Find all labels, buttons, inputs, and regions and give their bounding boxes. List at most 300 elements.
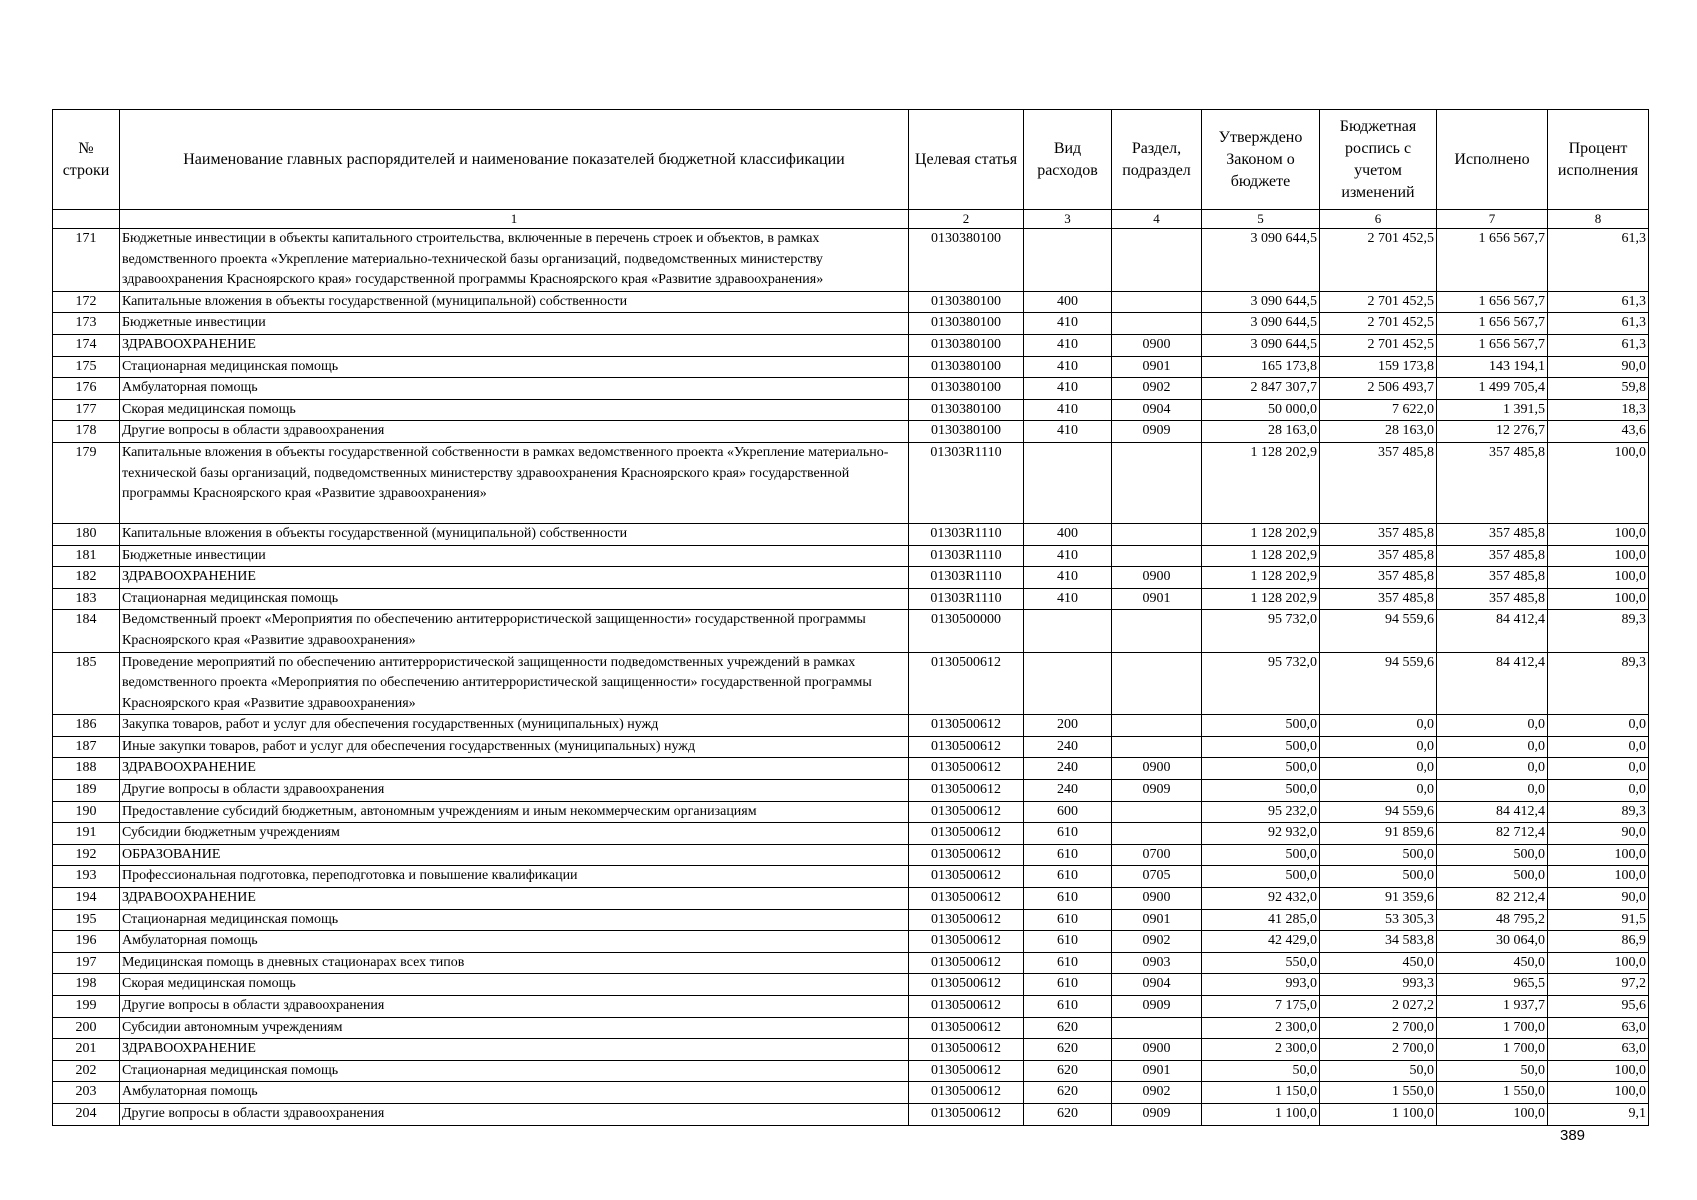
section-cell: 0900: [1112, 758, 1202, 780]
approved-cell: 165 173,8: [1202, 356, 1320, 378]
target-article-cell: 0130380100: [909, 334, 1024, 356]
percent-cell: 90,0: [1548, 356, 1649, 378]
executed-cell: 84 412,4: [1437, 610, 1548, 652]
table-row: [53, 1039, 1649, 1061]
column-number: 1: [120, 210, 909, 229]
percent-cell: 43,6: [1548, 421, 1649, 443]
row-name-cell: Скорая медицинская помощь: [120, 399, 909, 421]
row-number-cell: 178: [53, 421, 120, 443]
target-article-cell: 0130500612: [909, 736, 1024, 758]
approved-cell: 92 932,0: [1202, 823, 1320, 845]
table-row: [53, 866, 1649, 888]
row-number-cell: 189: [53, 780, 120, 802]
approved-cell: 42 429,0: [1202, 931, 1320, 953]
row-number-cell: 172: [53, 291, 120, 313]
expense-kind-cell: 610: [1024, 974, 1112, 996]
target-article-cell: 0130500612: [909, 1082, 1024, 1104]
table-row: [53, 952, 1649, 974]
target-article-cell: 0130500612: [909, 801, 1024, 823]
percent-cell: 59,8: [1548, 378, 1649, 400]
approved-cell: 500,0: [1202, 866, 1320, 888]
percent-cell: 0,0: [1548, 780, 1649, 802]
budget-schedule-cell: 357 485,8: [1320, 545, 1437, 567]
executed-cell: 500,0: [1437, 844, 1548, 866]
expense-kind-cell: 610: [1024, 909, 1112, 931]
table-row: [53, 356, 1649, 378]
percent-cell: 100,0: [1548, 866, 1649, 888]
table-row: [53, 313, 1649, 335]
section-cell: [1112, 736, 1202, 758]
expense-kind-cell: 610: [1024, 952, 1112, 974]
row-number-cell: 186: [53, 715, 120, 737]
section-cell: [1112, 1017, 1202, 1039]
percent-cell: 100,0: [1548, 1060, 1649, 1082]
row-name-cell: Другие вопросы в области здравоохранения: [120, 421, 909, 443]
column-number: 3: [1024, 210, 1112, 229]
approved-cell: 95 732,0: [1202, 610, 1320, 652]
row-name-cell: Предоставление субсидий бюджетным, автономным учреждениям и иным некоммерческим организациям: [120, 801, 909, 823]
approved-cell: 500,0: [1202, 758, 1320, 780]
column-number: 7: [1437, 210, 1548, 229]
budget-schedule-cell: 34 583,8: [1320, 931, 1437, 953]
header-row: [53, 110, 1649, 210]
percent-cell: 61,3: [1548, 313, 1649, 335]
approved-cell: 2 300,0: [1202, 1039, 1320, 1061]
expense-kind-cell: 240: [1024, 780, 1112, 802]
expense-kind-cell: 620: [1024, 1082, 1112, 1104]
row-number-cell: 173: [53, 313, 120, 335]
percent-cell: 86,9: [1548, 931, 1649, 953]
expense-kind-cell: 400: [1024, 291, 1112, 313]
target-article-cell: 0130500612: [909, 974, 1024, 996]
percent-cell: 61,3: [1548, 229, 1649, 292]
column-number: 8: [1548, 210, 1649, 229]
budget-schedule-cell: 91 859,6: [1320, 823, 1437, 845]
executed-cell: 0,0: [1437, 780, 1548, 802]
approved-cell: 3 090 644,5: [1202, 291, 1320, 313]
section-cell: 0909: [1112, 1103, 1202, 1125]
row-number-cell: 195: [53, 909, 120, 931]
target-article-cell: 0130500612: [909, 758, 1024, 780]
approved-cell: 95 232,0: [1202, 801, 1320, 823]
row-number-cell: 176: [53, 378, 120, 400]
header-target-article: Целевая статья: [909, 110, 1024, 210]
row-name-cell: Иные закупки товаров, работ и услуг для обеспечения государственных (муниципальных) нужд: [120, 736, 909, 758]
budget-schedule-cell: 1 100,0: [1320, 1103, 1437, 1125]
table-row: [53, 588, 1649, 610]
expense-kind-cell: 240: [1024, 736, 1112, 758]
section-cell: 0900: [1112, 1039, 1202, 1061]
row-name-cell: Медицинская помощь в дневных стационарах всех типов: [120, 952, 909, 974]
executed-cell: 1 656 567,7: [1437, 291, 1548, 313]
expense-kind-cell: 610: [1024, 866, 1112, 888]
budget-schedule-cell: 53 305,3: [1320, 909, 1437, 931]
table-row: [53, 442, 1649, 523]
table-row: [53, 758, 1649, 780]
row-number-cell: 180: [53, 523, 120, 545]
header-section: Раздел, подраздел: [1112, 110, 1202, 210]
percent-cell: 9,1: [1548, 1103, 1649, 1125]
expense-kind-cell: [1024, 652, 1112, 715]
percent-cell: 100,0: [1548, 545, 1649, 567]
expense-kind-cell: 610: [1024, 823, 1112, 845]
executed-cell: 1 499 705,4: [1437, 378, 1548, 400]
executed-cell: 500,0: [1437, 866, 1548, 888]
percent-cell: 63,0: [1548, 1039, 1649, 1061]
target-article-cell: 01303R1110: [909, 588, 1024, 610]
row-name-cell: ЗДРАВООХРАНЕНИЕ: [120, 758, 909, 780]
target-article-cell: 0130380100: [909, 378, 1024, 400]
expense-kind-cell: 610: [1024, 888, 1112, 910]
table-row: [53, 545, 1649, 567]
approved-cell: 500,0: [1202, 715, 1320, 737]
row-name-cell: Стационарная медицинская помощь: [120, 356, 909, 378]
budget-schedule-cell: 7 622,0: [1320, 399, 1437, 421]
row-number-cell: 198: [53, 974, 120, 996]
table-row: [53, 931, 1649, 953]
executed-cell: 48 795,2: [1437, 909, 1548, 931]
executed-cell: 143 194,1: [1437, 356, 1548, 378]
executed-cell: 1 550,0: [1437, 1082, 1548, 1104]
executed-cell: 965,5: [1437, 974, 1548, 996]
row-name-cell: ЗДРАВООХРАНЕНИЕ: [120, 888, 909, 910]
row-number-cell: 194: [53, 888, 120, 910]
row-name-cell: Амбулаторная помощь: [120, 1082, 909, 1104]
target-article-cell: 01303R1110: [909, 545, 1024, 567]
header-approved: Утверждено Законом о бюджете: [1202, 110, 1320, 210]
executed-cell: 84 412,4: [1437, 801, 1548, 823]
target-article-cell: 0130380100: [909, 291, 1024, 313]
executed-cell: 12 276,7: [1437, 421, 1548, 443]
target-article-cell: 0130380100: [909, 399, 1024, 421]
row-name-cell: Стационарная медицинская помощь: [120, 1060, 909, 1082]
budget-schedule-cell: 0,0: [1320, 758, 1437, 780]
row-number-cell: 181: [53, 545, 120, 567]
section-cell: 0904: [1112, 399, 1202, 421]
budget-schedule-cell: 993,3: [1320, 974, 1437, 996]
approved-cell: 500,0: [1202, 844, 1320, 866]
section-cell: 0700: [1112, 844, 1202, 866]
approved-cell: 1 128 202,9: [1202, 567, 1320, 589]
row-number-cell: 193: [53, 866, 120, 888]
section-cell: 0909: [1112, 421, 1202, 443]
row-name-cell: Капитальные вложения в объекты государственной (муниципальной) собственности: [120, 523, 909, 545]
executed-cell: 0,0: [1437, 715, 1548, 737]
budget-schedule-cell: 2 701 452,5: [1320, 334, 1437, 356]
expense-kind-cell: 410: [1024, 334, 1112, 356]
row-name-cell: Субсидии бюджетным учреждениям: [120, 823, 909, 845]
percent-cell: 18,3: [1548, 399, 1649, 421]
approved-cell: 1 128 202,9: [1202, 442, 1320, 523]
row-name-cell: Закупка товаров, работ и услуг для обеспечения государственных (муниципальных) нужд: [120, 715, 909, 737]
executed-cell: 82 212,4: [1437, 888, 1548, 910]
section-cell: 0901: [1112, 1060, 1202, 1082]
row-number-cell: 200: [53, 1017, 120, 1039]
table-row: [53, 715, 1649, 737]
budget-schedule-cell: 2 700,0: [1320, 1017, 1437, 1039]
row-name-cell: Бюджетные инвестиции в объекты капитального строительства, включенные в перечень строек и объектов, в рамках ведомственного проекта «Укрепление материально-технической базы организаций, подведомственных министерству здравоохранения Красноярского края» государственной программы Красноярского края «Развитие здравоохранения»: [120, 229, 909, 292]
percent-cell: 90,0: [1548, 888, 1649, 910]
row-name-cell: Другие вопросы в области здравоохранения: [120, 1103, 909, 1125]
target-article-cell: 0130500612: [909, 1103, 1024, 1125]
expense-kind-cell: 240: [1024, 758, 1112, 780]
approved-cell: 1 150,0: [1202, 1082, 1320, 1104]
target-article-cell: 0130500612: [909, 652, 1024, 715]
row-number-cell: 182: [53, 567, 120, 589]
row-name-cell: Капитальные вложения в объекты государственной (муниципальной) собственности: [120, 291, 909, 313]
section-cell: 0900: [1112, 334, 1202, 356]
target-article-cell: 0130380100: [909, 356, 1024, 378]
row-number-cell: 183: [53, 588, 120, 610]
percent-cell: 89,3: [1548, 652, 1649, 715]
executed-cell: 1 656 567,7: [1437, 229, 1548, 292]
target-article-cell: 0130500612: [909, 931, 1024, 953]
approved-cell: 993,0: [1202, 974, 1320, 996]
budget-schedule-cell: 1 550,0: [1320, 1082, 1437, 1104]
expense-kind-cell: 410: [1024, 567, 1112, 589]
budget-schedule-cell: 500,0: [1320, 844, 1437, 866]
row-name-cell: ЗДРАВООХРАНЕНИЕ: [120, 567, 909, 589]
budget-schedule-cell: 2 701 452,5: [1320, 229, 1437, 292]
expense-kind-cell: 610: [1024, 844, 1112, 866]
header-row-number: № строки: [53, 110, 120, 210]
row-name-cell: ЗДРАВООХРАНЕНИЕ: [120, 1039, 909, 1061]
column-number: 2: [909, 210, 1024, 229]
section-cell: 0901: [1112, 909, 1202, 931]
header-executed: Исполнено: [1437, 110, 1548, 210]
table-row: [53, 736, 1649, 758]
row-number-cell: 199: [53, 996, 120, 1018]
budget-schedule-cell: 2 027,2: [1320, 996, 1437, 1018]
percent-cell: 91,5: [1548, 909, 1649, 931]
row-name-cell: Амбулаторная помощь: [120, 378, 909, 400]
table-row: [53, 1060, 1649, 1082]
budget-schedule-cell: 28 163,0: [1320, 421, 1437, 443]
row-name-cell: Амбулаторная помощь: [120, 931, 909, 953]
percent-cell: 100,0: [1548, 523, 1649, 545]
expense-kind-cell: 410: [1024, 356, 1112, 378]
approved-cell: 1 128 202,9: [1202, 545, 1320, 567]
budget-execution-table: [52, 109, 1649, 1126]
executed-cell: 1 937,7: [1437, 996, 1548, 1018]
approved-cell: 2 300,0: [1202, 1017, 1320, 1039]
target-article-cell: 0130500612: [909, 1060, 1024, 1082]
target-article-cell: 0130500612: [909, 823, 1024, 845]
row-number-cell: 185: [53, 652, 120, 715]
row-number-cell: 196: [53, 931, 120, 953]
approved-cell: 92 432,0: [1202, 888, 1320, 910]
approved-cell: 28 163,0: [1202, 421, 1320, 443]
executed-cell: 50,0: [1437, 1060, 1548, 1082]
approved-cell: 3 090 644,5: [1202, 313, 1320, 335]
expense-kind-cell: 410: [1024, 421, 1112, 443]
row-number-cell: 190: [53, 801, 120, 823]
row-number-cell: 179: [53, 442, 120, 523]
target-article-cell: 0130500000: [909, 610, 1024, 652]
row-number-cell: 203: [53, 1082, 120, 1104]
target-article-cell: 0130380100: [909, 229, 1024, 292]
approved-cell: 2 847 307,7: [1202, 378, 1320, 400]
row-name-cell: Стационарная медицинская помощь: [120, 588, 909, 610]
executed-cell: 1 656 567,7: [1437, 313, 1548, 335]
section-cell: [1112, 823, 1202, 845]
expense-kind-cell: 410: [1024, 399, 1112, 421]
budget-schedule-cell: 357 485,8: [1320, 588, 1437, 610]
budget-schedule-cell: 2 506 493,7: [1320, 378, 1437, 400]
header-percent: Процент исполнения: [1548, 110, 1649, 210]
row-name-cell: Субсидии автономным учреждениям: [120, 1017, 909, 1039]
section-cell: [1112, 801, 1202, 823]
section-cell: [1112, 442, 1202, 523]
row-number-cell: 192: [53, 844, 120, 866]
column-number: [53, 210, 120, 229]
target-article-cell: 0130500612: [909, 909, 1024, 931]
percent-cell: 100,0: [1548, 844, 1649, 866]
budget-schedule-cell: 50,0: [1320, 1060, 1437, 1082]
target-article-cell: 0130500612: [909, 866, 1024, 888]
expense-kind-cell: 400: [1024, 523, 1112, 545]
budget-schedule-cell: 450,0: [1320, 952, 1437, 974]
expense-kind-cell: 410: [1024, 378, 1112, 400]
row-number-cell: 201: [53, 1039, 120, 1061]
percent-cell: 100,0: [1548, 567, 1649, 589]
expense-kind-cell: 200: [1024, 715, 1112, 737]
section-cell: 0909: [1112, 996, 1202, 1018]
section-cell: [1112, 229, 1202, 292]
target-article-cell: 0130500612: [909, 1017, 1024, 1039]
row-number-cell: 175: [53, 356, 120, 378]
row-number-cell: 187: [53, 736, 120, 758]
row-name-cell: ОБРАЗОВАНИЕ: [120, 844, 909, 866]
column-number: 5: [1202, 210, 1320, 229]
budget-schedule-cell: 357 485,8: [1320, 523, 1437, 545]
section-cell: 0902: [1112, 378, 1202, 400]
section-cell: 0705: [1112, 866, 1202, 888]
approved-cell: 95 732,0: [1202, 652, 1320, 715]
expense-kind-cell: [1024, 442, 1112, 523]
approved-cell: 50,0: [1202, 1060, 1320, 1082]
budget-table-sheet: [52, 109, 1648, 1126]
row-name-cell: ЗДРАВООХРАНЕНИЕ: [120, 334, 909, 356]
executed-cell: 30 064,0: [1437, 931, 1548, 953]
budget-schedule-cell: 94 559,6: [1320, 652, 1437, 715]
target-article-cell: 0130500612: [909, 952, 1024, 974]
row-name-cell: Другие вопросы в области здравоохранения: [120, 780, 909, 802]
executed-cell: 1 700,0: [1437, 1017, 1548, 1039]
section-cell: [1112, 523, 1202, 545]
target-article-cell: 0130500612: [909, 780, 1024, 802]
executed-cell: 1 656 567,7: [1437, 334, 1548, 356]
table-row: [53, 291, 1649, 313]
executed-cell: 357 485,8: [1437, 545, 1548, 567]
percent-cell: 100,0: [1548, 1082, 1649, 1104]
header-name: Наименование главных распорядителей и наименование показателей бюджетной классификации: [120, 110, 909, 210]
budget-schedule-cell: 357 485,8: [1320, 567, 1437, 589]
expense-kind-cell: 620: [1024, 1039, 1112, 1061]
expense-kind-cell: 610: [1024, 931, 1112, 953]
budget-schedule-cell: 159 173,8: [1320, 356, 1437, 378]
executed-cell: 357 485,8: [1437, 523, 1548, 545]
approved-cell: 1 128 202,9: [1202, 588, 1320, 610]
budget-schedule-cell: 500,0: [1320, 866, 1437, 888]
budget-schedule-cell: 94 559,6: [1320, 801, 1437, 823]
row-number-cell: 197: [53, 952, 120, 974]
executed-cell: 357 485,8: [1437, 442, 1548, 523]
table-row: [53, 421, 1649, 443]
percent-cell: 100,0: [1548, 442, 1649, 523]
expense-kind-cell: [1024, 229, 1112, 292]
percent-cell: 63,0: [1548, 1017, 1649, 1039]
table-row: [53, 229, 1649, 292]
section-cell: [1112, 610, 1202, 652]
executed-cell: 1 700,0: [1437, 1039, 1548, 1061]
budget-schedule-cell: 2 700,0: [1320, 1039, 1437, 1061]
header-expense-kind: Вид расходов: [1024, 110, 1112, 210]
table-row: [53, 844, 1649, 866]
budget-schedule-cell: 91 359,6: [1320, 888, 1437, 910]
column-number: 6: [1320, 210, 1437, 229]
executed-cell: 0,0: [1437, 736, 1548, 758]
section-cell: 0904: [1112, 974, 1202, 996]
percent-cell: 90,0: [1548, 823, 1649, 845]
executed-cell: 1 391,5: [1437, 399, 1548, 421]
row-name-cell: Ведомственный проект «Мероприятия по обеспечению антитеррористической защищенности» государственной программы Красноярского края «Развитие здравоохранения»: [120, 610, 909, 652]
expense-kind-cell: [1024, 610, 1112, 652]
table-row: [53, 801, 1649, 823]
approved-cell: 3 090 644,5: [1202, 229, 1320, 292]
approved-cell: 3 090 644,5: [1202, 334, 1320, 356]
percent-cell: 61,3: [1548, 334, 1649, 356]
row-number-cell: 177: [53, 399, 120, 421]
table-body: [53, 229, 1649, 1126]
budget-schedule-cell: 0,0: [1320, 780, 1437, 802]
row-number-cell: 188: [53, 758, 120, 780]
table-row: [53, 1017, 1649, 1039]
table-row: [53, 888, 1649, 910]
approved-cell: 1 100,0: [1202, 1103, 1320, 1125]
row-name-cell: Стационарная медицинская помощь: [120, 909, 909, 931]
section-cell: [1112, 652, 1202, 715]
row-number-cell: 184: [53, 610, 120, 652]
row-number-cell: 202: [53, 1060, 120, 1082]
approved-cell: 550,0: [1202, 952, 1320, 974]
budget-schedule-cell: 2 701 452,5: [1320, 313, 1437, 335]
row-name-cell: Другие вопросы в области здравоохранения: [120, 996, 909, 1018]
percent-cell: 100,0: [1548, 588, 1649, 610]
section-cell: 0900: [1112, 888, 1202, 910]
budget-schedule-cell: 2 701 452,5: [1320, 291, 1437, 313]
section-cell: 0900: [1112, 567, 1202, 589]
table-row: [53, 780, 1649, 802]
executed-cell: 0,0: [1437, 758, 1548, 780]
percent-cell: 61,3: [1548, 291, 1649, 313]
approved-cell: 500,0: [1202, 736, 1320, 758]
row-name-cell: Бюджетные инвестиции: [120, 313, 909, 335]
target-article-cell: 0130500612: [909, 715, 1024, 737]
expense-kind-cell: 410: [1024, 545, 1112, 567]
expense-kind-cell: 600: [1024, 801, 1112, 823]
executed-cell: 82 712,4: [1437, 823, 1548, 845]
expense-kind-cell: 620: [1024, 1060, 1112, 1082]
table-row: [53, 610, 1649, 652]
table-row: [53, 523, 1649, 545]
table-row: [53, 996, 1649, 1018]
row-name-cell: Капитальные вложения в объекты государственной собственности в рамках ведомственного проекта «Укрепление материально-технической базы организаций, подведомственных министерству здравоохранения Красноярского края» государственной программы Красноярского края «Развитие здравоохранения»: [120, 442, 909, 523]
target-article-cell: 01303R1110: [909, 442, 1024, 523]
section-cell: [1112, 715, 1202, 737]
table-row: [53, 334, 1649, 356]
table-row: [53, 399, 1649, 421]
